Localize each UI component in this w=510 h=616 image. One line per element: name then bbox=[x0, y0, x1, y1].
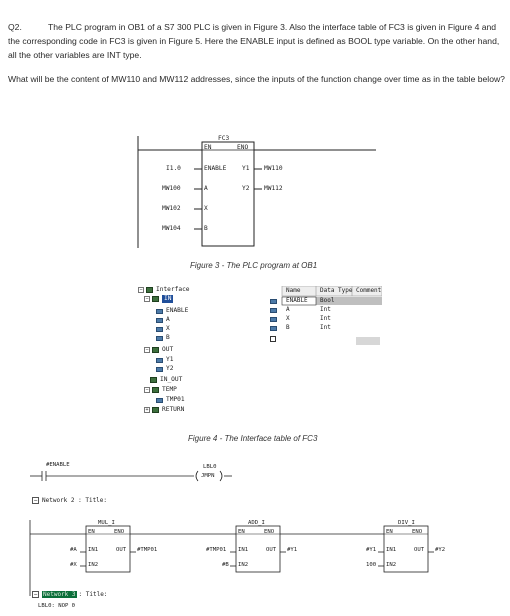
nop-statement: LBL0: NOP 0 bbox=[38, 603, 76, 609]
tree-out[interactable] bbox=[144, 346, 173, 354]
interface-icon bbox=[146, 287, 153, 293]
tree-in-item-3[interactable] bbox=[156, 325, 170, 333]
variable-icon bbox=[156, 358, 163, 363]
collapse-icon[interactable]: − bbox=[145, 347, 149, 353]
tree-temp-item-1[interactable] bbox=[156, 396, 185, 404]
expand-icon[interactable]: + bbox=[145, 407, 149, 413]
jump-label: LBL0 bbox=[203, 464, 217, 470]
variable-icon bbox=[156, 336, 163, 341]
tree-out-label: OUT bbox=[162, 346, 174, 353]
tree-temp[interactable] bbox=[144, 386, 177, 394]
tree-return[interactable] bbox=[144, 406, 184, 414]
tree-in-out[interactable] bbox=[150, 376, 182, 384]
mul-eno: ENO bbox=[114, 529, 125, 535]
tree-item-label: B bbox=[166, 334, 170, 341]
in-out-folder-icon bbox=[150, 377, 157, 383]
tree-return-label: RETURN bbox=[162, 406, 185, 413]
question-paragraph-1 bbox=[8, 20, 506, 63]
tree-in-out-label: IN_OUT bbox=[160, 376, 183, 383]
div-arg-2: 100 bbox=[366, 562, 377, 568]
output-formal-1: Y1 bbox=[242, 165, 250, 172]
network-3-highlight: Network 3 bbox=[43, 591, 76, 598]
variable-icon bbox=[156, 398, 163, 403]
tree-in-item-1[interactable] bbox=[156, 307, 188, 315]
new-row-icon[interactable] bbox=[270, 336, 276, 342]
add-in1: IN1 bbox=[238, 547, 249, 553]
add-out: OUT bbox=[266, 547, 277, 553]
variable-icon bbox=[156, 367, 163, 372]
network-3-header[interactable] bbox=[32, 591, 107, 598]
variable-icon bbox=[156, 327, 163, 332]
network-2-header[interactable] bbox=[32, 497, 107, 504]
table-row-1-name[interactable]: ENABLE bbox=[286, 297, 308, 304]
output-formal-2: Y2 bbox=[242, 185, 250, 192]
add-block-name: ADD_I bbox=[248, 520, 265, 526]
input-formal-4: B bbox=[204, 225, 208, 232]
variable-icon bbox=[270, 317, 277, 322]
input-actual-1: I1.0 bbox=[166, 165, 181, 172]
tree-out-item-2[interactable] bbox=[156, 365, 173, 373]
col-header-name: Name bbox=[286, 287, 301, 294]
mul-out: OUT bbox=[116, 547, 127, 553]
table-row-4-type[interactable]: Int bbox=[320, 324, 331, 331]
collapse-icon[interactable]: − bbox=[145, 387, 149, 393]
table-row-1-type[interactable]: Bool bbox=[320, 297, 335, 304]
col-header-type: Data Type bbox=[320, 287, 353, 294]
variable-icon bbox=[270, 299, 277, 304]
interface-tree bbox=[138, 280, 268, 428]
temp-folder-icon bbox=[152, 387, 159, 393]
variable-icon bbox=[270, 326, 277, 331]
jmpn-coil: JMPN bbox=[201, 473, 215, 479]
input-actual-4: MW104 bbox=[162, 225, 181, 232]
question-body-1: The PLC program in OB1 of a S7 300 PLC is given in Figure 3. Also the interface table of FC3 is given in Figure 4 and the corresponding code in FC3 is given in Figure 5. Here the ENABLE input is defined as BOOL type variable. On the other hand, all the other variables are INT type. bbox=[8, 22, 500, 61]
div-in1: IN1 bbox=[386, 547, 397, 553]
variable-icon bbox=[270, 308, 277, 313]
enable-contact-label: #ENABLE bbox=[46, 462, 70, 468]
output-actual-1: MW110 bbox=[264, 165, 283, 172]
add-en: EN bbox=[238, 529, 245, 535]
input-actual-3: MW102 bbox=[162, 205, 181, 212]
tree-root[interactable] bbox=[138, 286, 190, 294]
tree-temp-label: TEMP bbox=[162, 386, 177, 393]
div-result: #Y2 bbox=[435, 547, 446, 553]
collapse-icon[interactable]: − bbox=[33, 591, 38, 598]
return-folder-icon bbox=[152, 407, 159, 413]
tree-in-item-2[interactable] bbox=[156, 316, 170, 324]
tree-in-label: IN bbox=[164, 295, 172, 302]
variable-icon bbox=[156, 309, 163, 314]
mul-en: EN bbox=[88, 529, 95, 535]
question-number: Q2. bbox=[8, 22, 22, 32]
mul-arg-2: #X bbox=[70, 562, 77, 568]
mul-arg-1: #A bbox=[70, 547, 77, 553]
tree-out-item-1[interactable] bbox=[156, 356, 173, 364]
fc3-eno-pin: ENO bbox=[237, 144, 249, 151]
table-row-3-name[interactable]: X bbox=[286, 315, 290, 322]
tree-item-label: Y1 bbox=[166, 356, 174, 363]
input-formal-2: A bbox=[204, 185, 208, 192]
add-in2: IN2 bbox=[238, 562, 249, 568]
add-arg-2: #B bbox=[222, 562, 229, 568]
mul-in2: IN2 bbox=[88, 562, 99, 568]
mul-result: #TMP01 bbox=[137, 547, 158, 553]
table-row-2-name[interactable]: A bbox=[286, 306, 290, 313]
network-3-title: : Title: bbox=[78, 591, 108, 598]
out-folder-icon bbox=[152, 347, 159, 353]
in-folder-icon bbox=[152, 296, 159, 302]
input-formal-1: ENABLE bbox=[204, 165, 227, 172]
output-actual-2: MW112 bbox=[264, 185, 283, 192]
collapse-icon[interactable]: − bbox=[139, 287, 143, 293]
fc3-en-pin: EN bbox=[204, 144, 212, 151]
add-arg-1: #TMP01 bbox=[206, 547, 227, 553]
input-actual-2: MW100 bbox=[162, 185, 181, 192]
tree-item-label: A bbox=[166, 316, 170, 323]
question-text bbox=[8, 20, 506, 86]
figure-4-interface bbox=[138, 280, 382, 428]
col-header-comment: Comment bbox=[356, 287, 382, 294]
network-2-title: Network 2 : Title: bbox=[42, 497, 108, 504]
div-arg-1: #Y1 bbox=[366, 547, 377, 553]
table-row-4-name[interactable]: B bbox=[286, 324, 290, 331]
figure-3-lines bbox=[134, 132, 378, 252]
tree-item-label: ENABLE bbox=[166, 307, 189, 314]
table-row-2-type[interactable]: Int bbox=[320, 306, 331, 313]
div-out: OUT bbox=[414, 547, 425, 553]
variable-icon bbox=[156, 318, 163, 323]
tree-item-label: X bbox=[166, 325, 170, 332]
tree-in[interactable] bbox=[144, 295, 173, 303]
question-paragraph-2: What will be the content of MW110 and MW112 addresses, since the inputs of the function change over time as in the table below? bbox=[8, 73, 505, 84]
input-formal-3: X bbox=[204, 205, 208, 212]
collapse-icon[interactable]: − bbox=[33, 497, 38, 504]
div-eno: ENO bbox=[412, 529, 423, 535]
tree-item-label: Y2 bbox=[166, 365, 174, 372]
table-row-3-type[interactable]: Int bbox=[320, 315, 331, 322]
fc3-block-name: FC3 bbox=[218, 135, 230, 142]
tree-root-label: Interface bbox=[156, 286, 190, 293]
mul-block-name: MUL_I bbox=[98, 520, 115, 526]
div-block-name: DIV_I bbox=[398, 520, 415, 526]
figure-3-caption: Figure 3 - The PLC program at OB1 bbox=[190, 261, 318, 270]
mul-in1: IN1 bbox=[88, 547, 99, 553]
collapse-icon[interactable]: − bbox=[145, 296, 149, 302]
tree-in-item-4[interactable] bbox=[156, 334, 170, 342]
figure-3-ladder bbox=[134, 132, 378, 252]
div-en: EN bbox=[386, 529, 393, 535]
div-in2: IN2 bbox=[386, 562, 397, 568]
add-eno: ENO bbox=[264, 529, 275, 535]
add-result: #Y1 bbox=[287, 547, 298, 553]
tree-item-label: TMP01 bbox=[166, 396, 185, 403]
figure-4-caption: Figure 4 - The Interface table of FC3 bbox=[188, 434, 318, 443]
